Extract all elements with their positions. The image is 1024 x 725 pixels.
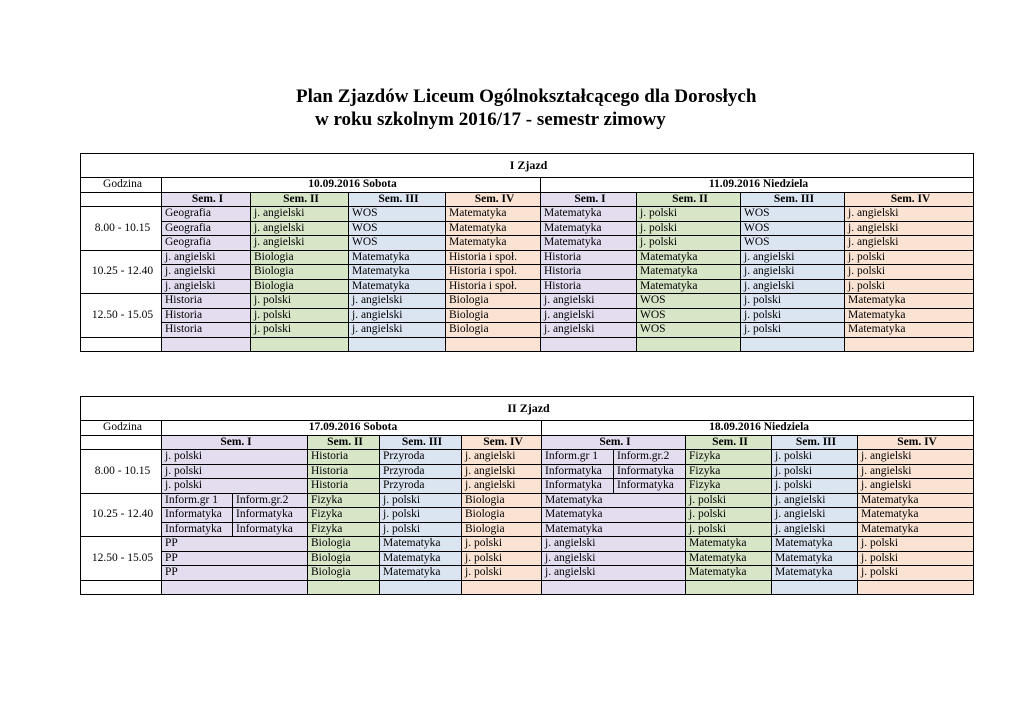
lesson-cell: Informatyka	[614, 464, 686, 479]
lesson-cell: Matematyka	[446, 221, 541, 236]
lesson-cell: j. polski	[637, 236, 741, 251]
table-row	[81, 294, 974, 309]
empty-cell	[542, 580, 686, 595]
lesson-cell: Historia	[541, 250, 637, 265]
lesson-cell: j. angielski	[542, 566, 686, 581]
empty-cell	[251, 337, 349, 352]
lesson-cell: j. polski	[686, 493, 772, 508]
table-row	[81, 479, 974, 494]
hour-cell: 8.00 - 10.15	[81, 450, 162, 494]
lesson-cell: Informatyka	[542, 464, 614, 479]
empty-cell	[845, 337, 974, 352]
lesson-cell: Inform.gr.2	[614, 450, 686, 465]
lesson-cell: WOS	[637, 294, 741, 309]
zjazd-title: I Zjazd	[81, 154, 974, 178]
lesson-cell: PP	[162, 566, 308, 581]
lesson-cell: j. angielski	[845, 207, 974, 222]
lesson-cell: j. angielski	[741, 265, 845, 280]
lesson-cell: j. polski	[845, 279, 974, 294]
lesson-cell: j. polski	[741, 294, 845, 309]
lesson-cell: WOS	[349, 207, 446, 222]
lesson-cell: Inform.gr.2	[233, 493, 308, 508]
lesson-cell: Matematyka	[772, 551, 858, 566]
hour-cell: 12.50 - 15.05	[81, 294, 162, 338]
table-row	[81, 250, 974, 265]
sem-header: Sem. IV	[446, 192, 541, 207]
sem-header: Sem. III	[349, 192, 446, 207]
sem-header: Sem. III	[741, 192, 845, 207]
table-row	[81, 508, 974, 523]
lesson-cell: Informatyka	[233, 508, 308, 523]
lesson-cell: Informatyka	[542, 479, 614, 494]
lesson-cell: j. polski	[845, 250, 974, 265]
lesson-cell: j. polski	[858, 551, 974, 566]
table-row	[81, 537, 974, 552]
table-row	[81, 279, 974, 294]
lesson-cell: Biologia	[462, 493, 542, 508]
empty-cell	[637, 337, 741, 352]
lesson-cell: Biologia	[308, 566, 380, 581]
sem-header: Sem. IV	[462, 435, 542, 450]
lesson-cell: j. angielski	[462, 464, 542, 479]
sem-header: Sem. II	[637, 192, 741, 207]
lesson-cell: Inform.gr 1	[162, 493, 233, 508]
lesson-cell: j. angielski	[162, 265, 251, 280]
sem-header: Sem. IV	[845, 192, 974, 207]
lesson-cell: Przyroda	[380, 479, 462, 494]
lesson-cell: Historia	[541, 265, 637, 280]
empty-row	[81, 580, 974, 595]
title-text-2: w roku szkolnym 2016/17 - semestr zimowy	[315, 109, 666, 130]
empty-cell	[686, 580, 772, 595]
schedule-table-zjazd-2	[80, 396, 974, 595]
lesson-cell: j. angielski	[858, 479, 974, 494]
zjazd-title: II Zjazd	[81, 397, 974, 421]
lesson-cell: j. polski	[858, 537, 974, 552]
empty-cell	[162, 337, 251, 352]
lesson-cell: j. angielski	[858, 450, 974, 465]
lesson-cell: j. angielski	[162, 279, 251, 294]
day-header-sunday: 11.09.2016 Niedziela	[541, 178, 974, 193]
lesson-cell: Biologia	[251, 279, 349, 294]
lesson-cell: Fizyka	[308, 493, 380, 508]
schedule-table-zjazd-1	[80, 153, 974, 352]
lesson-cell: Matematyka	[541, 207, 637, 222]
lesson-cell: Matematyka	[446, 236, 541, 251]
lesson-cell: Biologia	[462, 508, 542, 523]
lesson-cell: j. angielski	[542, 551, 686, 566]
empty-cell	[446, 337, 541, 352]
lesson-cell: Matematyka	[845, 308, 974, 323]
sem-header: Sem. I	[162, 192, 251, 207]
hour-cell: 10.25 - 12.40	[81, 493, 162, 537]
lesson-cell: Historia i społ.	[446, 250, 541, 265]
lesson-cell: j. polski	[251, 323, 349, 338]
lesson-cell: j. angielski	[542, 537, 686, 552]
lesson-cell: Przyroda	[380, 464, 462, 479]
lesson-cell: Fizyka	[308, 508, 380, 523]
empty-cell	[162, 580, 308, 595]
lesson-cell: Matematyka	[772, 566, 858, 581]
lesson-cell: Fizyka	[308, 522, 380, 537]
lesson-cell: Matematyka	[858, 493, 974, 508]
lesson-cell: j. polski	[637, 207, 741, 222]
empty-cell	[772, 580, 858, 595]
lesson-cell: Biologia	[308, 537, 380, 552]
lesson-cell: j. angielski	[349, 323, 446, 338]
godzina-header: Godzina	[81, 178, 162, 193]
hour-cell: 8.00 - 10.15	[81, 207, 162, 251]
lesson-cell: j. angielski	[541, 294, 637, 309]
table-row	[81, 551, 974, 566]
lesson-cell: Matematyka	[542, 493, 686, 508]
table-row	[81, 308, 974, 323]
lesson-cell: j. angielski	[541, 323, 637, 338]
lesson-cell: Biologia	[446, 323, 541, 338]
sem-header: Sem. IV	[858, 435, 974, 450]
day-header-saturday: 10.09.2016 Sobota	[162, 178, 541, 193]
lesson-cell: Historia	[541, 279, 637, 294]
table-row	[81, 236, 974, 251]
sem-header-empty	[81, 192, 162, 207]
lesson-cell: j. angielski	[772, 493, 858, 508]
lesson-cell: Fizyka	[686, 450, 772, 465]
lesson-cell: WOS	[349, 221, 446, 236]
empty-cell	[308, 580, 380, 595]
lesson-cell: j. angielski	[349, 294, 446, 309]
empty-cell	[81, 580, 162, 595]
sem-header: Sem. I	[541, 192, 637, 207]
lesson-cell: j. polski	[772, 479, 858, 494]
empty-cell	[541, 337, 637, 352]
lesson-cell: j. polski	[462, 537, 542, 552]
lesson-cell: Matematyka	[541, 221, 637, 236]
lesson-cell: Informatyka	[233, 522, 308, 537]
lesson-cell: Historia i społ.	[446, 265, 541, 280]
lesson-cell: j. angielski	[251, 221, 349, 236]
title-text-1: Plan Zjazdów Liceum Ogólnokształcącego dla Dorosłych	[296, 86, 757, 107]
lesson-cell: WOS	[741, 236, 845, 251]
sem-header: Sem. I	[162, 435, 308, 450]
table-row	[81, 323, 974, 338]
lesson-cell: Matematyka	[542, 522, 686, 537]
day-header-saturday: 17.09.2016 Sobota	[162, 421, 542, 436]
table-row	[81, 221, 974, 236]
sem-header: Sem. I	[542, 435, 686, 450]
empty-cell	[462, 580, 542, 595]
lesson-cell: Geografia	[162, 221, 251, 236]
lesson-cell: PP	[162, 537, 308, 552]
lesson-cell: Inform.gr 1	[542, 450, 614, 465]
lesson-cell: j. polski	[462, 551, 542, 566]
lesson-cell: j. polski	[686, 508, 772, 523]
lesson-cell: Matematyka	[637, 265, 741, 280]
lesson-cell: WOS	[637, 308, 741, 323]
lesson-cell: Biologia	[446, 308, 541, 323]
lesson-cell: j. angielski	[462, 450, 542, 465]
lesson-cell: j. polski	[845, 265, 974, 280]
day-header-sunday: 18.09.2016 Niedziela	[542, 421, 974, 436]
empty-cell	[349, 337, 446, 352]
lesson-cell: Historia	[162, 323, 251, 338]
lesson-cell: j. polski	[380, 522, 462, 537]
lesson-cell: Matematyka	[349, 250, 446, 265]
lesson-cell: Matematyka	[686, 537, 772, 552]
lesson-cell: Matematyka	[858, 522, 974, 537]
lesson-cell: j. polski	[858, 566, 974, 581]
lesson-cell: Matematyka	[380, 551, 462, 566]
lesson-cell: Matematyka	[349, 265, 446, 280]
hour-cell: 12.50 - 15.05	[81, 537, 162, 581]
lesson-cell: j. angielski	[772, 508, 858, 523]
lesson-cell: Geografia	[162, 236, 251, 251]
lesson-cell: j. polski	[772, 450, 858, 465]
table-row	[81, 450, 974, 465]
lesson-cell: Matematyka	[637, 279, 741, 294]
lesson-cell: Matematyka	[686, 566, 772, 581]
lesson-cell: Historia	[308, 464, 380, 479]
sem-header: Sem. III	[380, 435, 462, 450]
lesson-cell: j. angielski	[251, 207, 349, 222]
lesson-cell: j. angielski	[462, 479, 542, 494]
lesson-cell: Matematyka	[542, 508, 686, 523]
lesson-cell: j. polski	[380, 508, 462, 523]
table-row	[81, 522, 974, 537]
sem-header: Sem. II	[686, 435, 772, 450]
lesson-cell: j. polski	[462, 566, 542, 581]
lesson-cell: j. polski	[162, 450, 308, 465]
lesson-cell: j. angielski	[772, 522, 858, 537]
lesson-cell: Biologia	[308, 551, 380, 566]
lesson-cell: j. angielski	[741, 279, 845, 294]
lesson-cell: Matematyka	[845, 323, 974, 338]
table-row	[81, 207, 974, 222]
table-row	[81, 493, 974, 508]
lesson-cell: Historia	[162, 308, 251, 323]
lesson-cell: j. polski	[741, 323, 845, 338]
sem-header: Sem. II	[251, 192, 349, 207]
sem-header: Sem. III	[772, 435, 858, 450]
lesson-cell: Matematyka	[380, 537, 462, 552]
lesson-cell: j. polski	[772, 464, 858, 479]
lesson-cell: Matematyka	[772, 537, 858, 552]
lesson-cell: Biologia	[446, 294, 541, 309]
lesson-cell: Matematyka	[541, 236, 637, 251]
lesson-cell: Matematyka	[349, 279, 446, 294]
lesson-cell: Informatyka	[614, 479, 686, 494]
hour-cell: 10.25 - 12.40	[81, 250, 162, 294]
lesson-cell: Fizyka	[686, 464, 772, 479]
table-row	[81, 265, 974, 280]
lesson-cell: WOS	[741, 207, 845, 222]
lesson-cell: j. angielski	[858, 464, 974, 479]
lesson-cell: j. angielski	[251, 236, 349, 251]
lesson-cell: j. angielski	[741, 250, 845, 265]
sem-header: Sem. II	[308, 435, 380, 450]
lesson-cell: j. polski	[741, 308, 845, 323]
table-row	[81, 464, 974, 479]
lesson-cell: j. polski	[162, 464, 308, 479]
lesson-cell: WOS	[741, 221, 845, 236]
lesson-cell: j. polski	[380, 493, 462, 508]
lesson-cell: j. polski	[162, 479, 308, 494]
lesson-cell: Matematyka	[845, 294, 974, 309]
lesson-cell: WOS	[349, 236, 446, 251]
lesson-cell: j. angielski	[845, 236, 974, 251]
empty-cell	[741, 337, 845, 352]
lesson-cell: Biologia	[462, 522, 542, 537]
lesson-cell: j. angielski	[162, 250, 251, 265]
lesson-cell: Matematyka	[637, 250, 741, 265]
lesson-cell: Fizyka	[686, 479, 772, 494]
lesson-cell: Informatyka	[162, 522, 233, 537]
lesson-cell: Matematyka	[380, 566, 462, 581]
lesson-cell: Biologia	[251, 265, 349, 280]
lesson-cell: Historia	[308, 479, 380, 494]
lesson-cell: j. polski	[251, 294, 349, 309]
lesson-cell: j. polski	[686, 522, 772, 537]
empty-row	[81, 337, 974, 352]
lesson-cell: Matematyka	[686, 551, 772, 566]
empty-cell	[858, 580, 974, 595]
lesson-cell: Przyroda	[380, 450, 462, 465]
empty-cell	[81, 337, 162, 352]
lesson-cell: WOS	[637, 323, 741, 338]
lesson-cell: Matematyka	[858, 508, 974, 523]
lesson-cell: j. angielski	[541, 308, 637, 323]
lesson-cell: j. angielski	[845, 221, 974, 236]
godzina-header: Godzina	[81, 421, 162, 436]
lesson-cell: Matematyka	[446, 207, 541, 222]
lesson-cell: Geografia	[162, 207, 251, 222]
lesson-cell: Historia	[162, 294, 251, 309]
table-row	[81, 566, 974, 581]
lesson-cell: Biologia	[251, 250, 349, 265]
lesson-cell: j. polski	[637, 221, 741, 236]
lesson-cell: Informatyka	[162, 508, 233, 523]
lesson-cell: Historia	[308, 450, 380, 465]
lesson-cell: j. polski	[251, 308, 349, 323]
lesson-cell: PP	[162, 551, 308, 566]
lesson-cell: j. angielski	[349, 308, 446, 323]
sem-header-empty	[81, 435, 162, 450]
empty-cell	[380, 580, 462, 595]
lesson-cell: Historia i społ.	[446, 279, 541, 294]
